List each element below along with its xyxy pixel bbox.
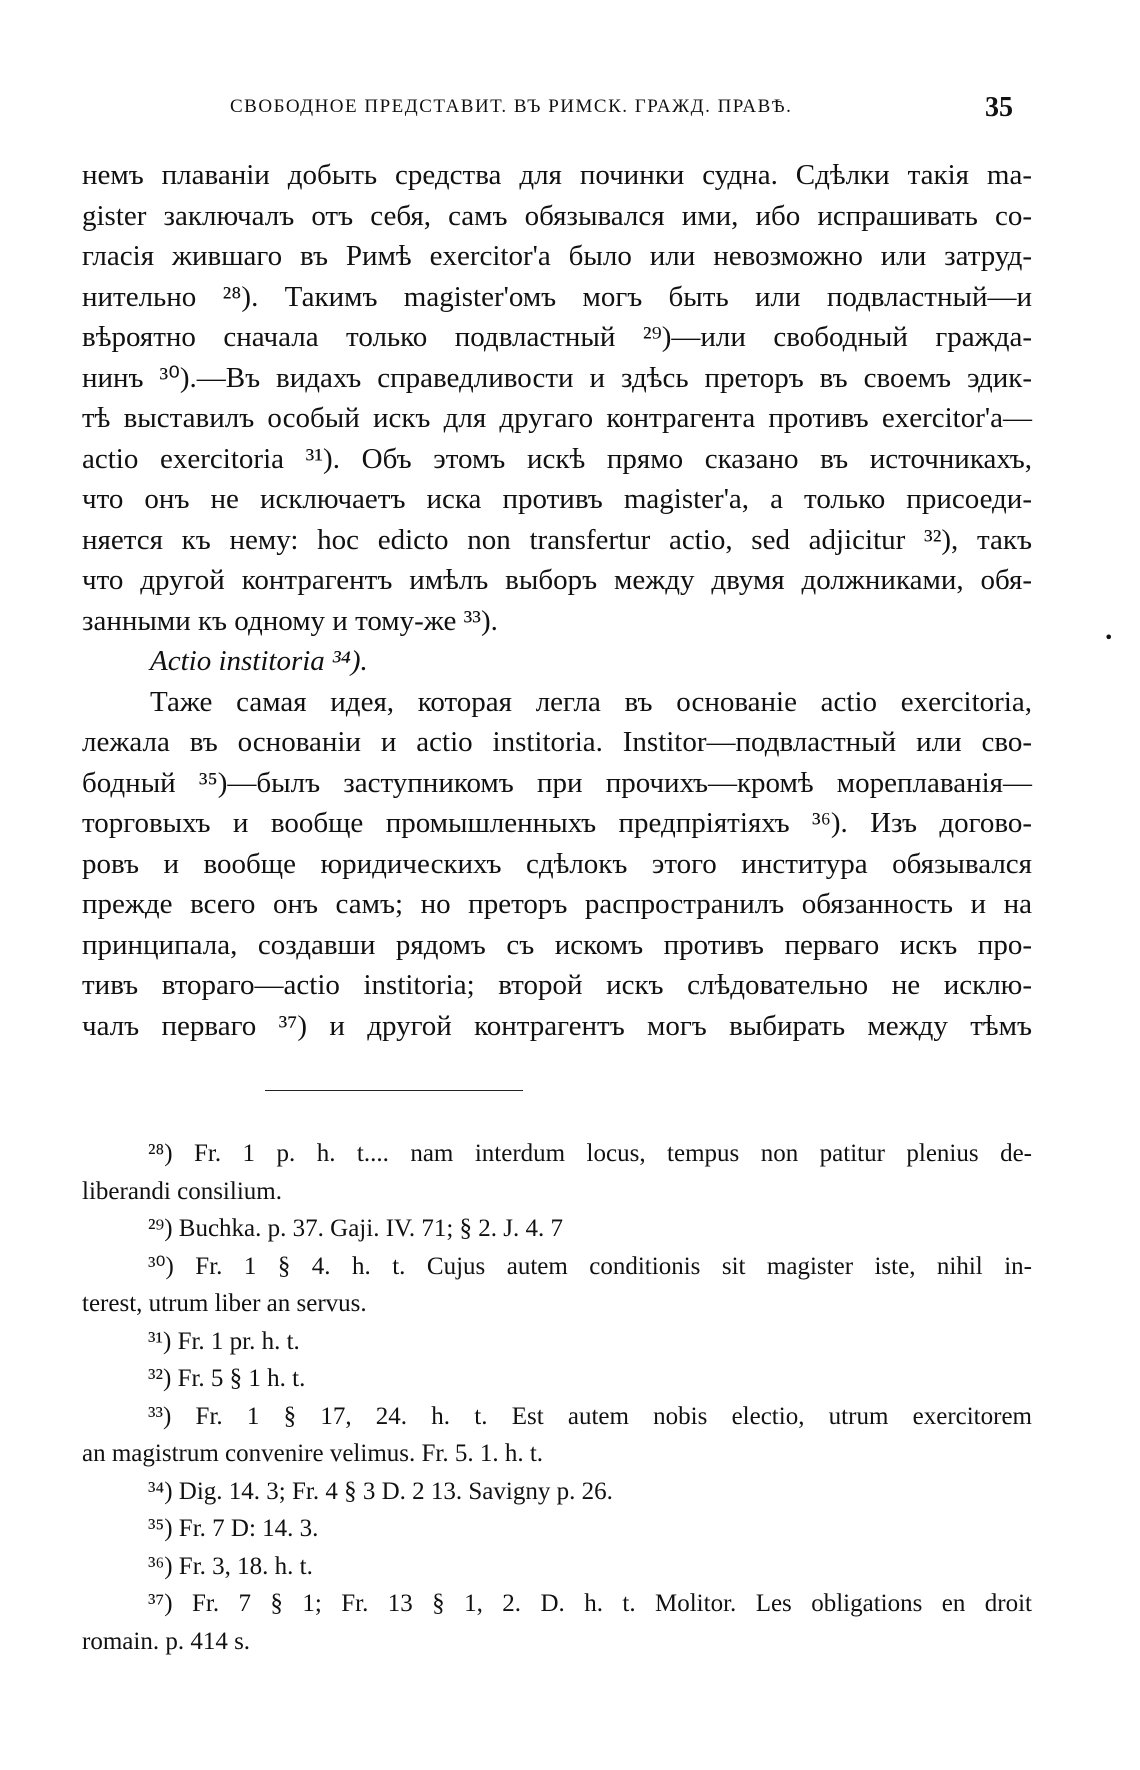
footnote-line: ³¹) Fr. 1 pr. h. t. (148, 1327, 300, 1355)
text-line: лежала въ основаніи и actio institoria. Institor—подвластный или сво- (82, 726, 1032, 758)
page-number: 35 (985, 92, 1013, 123)
text-line: gister заключалъ отъ себя, самъ обязывался ими, ибо испрашивать со- (82, 199, 1032, 232)
body-text (82, 155, 1032, 1046)
footnote-line: ²⁹) Buchka. p. 37. Gaji. IV. 71; § 2. J. 4. 7 (148, 1215, 564, 1242)
footnote-line: ³³) Fr. 1 § 17, 24. h. t. Est autem nobis electio, utrum exercitorem (148, 1402, 1032, 1430)
footnote-line: liberandi consilium. (82, 1177, 282, 1205)
text-line: тѣ выставилъ особый искъ для другаго контрагента противъ exercitor'а— (82, 402, 1032, 434)
text-line: няется къ нему: hoc edicto non transfertur actio, sed adjicitur ³²), такъ (82, 523, 1032, 556)
footnote-line: romain. p. 414 s. (82, 1627, 251, 1655)
text-line: тивъ втораго—actio institoria; второй искъ слѣдовательно не исклю- (82, 969, 1032, 1001)
text-line: что другой контрагентъ имѣлъ выборъ между двумя должниками, обя- (82, 564, 1032, 596)
text-line: нительно ²⁸). Такимъ magister'омъ могъ быть или подвластный—и (82, 280, 1032, 313)
footnote-line: ³⁰) Fr. 1 § 4. h. t. Cujus autem conditionis sit magister iste, nihil in- (148, 1252, 1032, 1280)
paragraph-institoria (82, 682, 1032, 1047)
text-line: actio exercitoria ³¹). Объ этомъ искѣ прямо сказано въ источникахъ, (82, 442, 1032, 475)
text-line: Таже самая идея, которая легла въ основаніе actio exercitoria, (150, 685, 1032, 718)
text-line: вѣроятно сначала только подвластный ²⁹)—или свободный гражда- (82, 321, 1032, 353)
text-line: занными къ одному и тому-же ³³). (82, 604, 498, 637)
running-head: СВОБОДНОЕ ПРЕДСТАВИТ. ВЪ РИМСК. ГРАЖД. ПРАВѢ. (230, 96, 793, 117)
text-line: прежде всего онъ самъ; но преторъ распространилъ обязанность и на (82, 888, 1032, 920)
text-line: гласія жившаго въ Римѣ exercitor'а было или невозможно или затруд- (82, 240, 1032, 272)
text-line: торговыхъ и вообще промышленныхъ предпріятіяхъ ³⁶). Изъ догово- (82, 807, 1032, 839)
footnote-rule (265, 1090, 523, 1091)
footnote-line: ²⁸) Fr. 1 p. h. t.... nam interdum locus, tempus non patitur plenius de- (148, 1140, 1032, 1167)
footnote-line: ³²) Fr. 5 § 1 h. t. (148, 1365, 306, 1392)
footnote-line: an magistrum convenire velimus. Fr. 5. 1. h. t. (82, 1440, 544, 1467)
footnote-line: ³⁴) Dig. 14. 3; Fr. 4 § 3 D. 2 13. Savigny p. 26. (148, 1477, 613, 1505)
text-line: принципала, создавши рядомъ съ искомъ противъ перваго искъ про- (82, 928, 1032, 961)
footnote-line: ³⁵) Fr. 7 D: 14. 3. (148, 1515, 319, 1542)
text-line: ровъ и вообще юридическихъ сдѣлокъ этого институра обязывался (82, 847, 1032, 880)
text-line: что онъ не исключаетъ иска противъ magister'а, а только присоеди- (82, 483, 1032, 515)
text-line: нинъ ³⁰).—Въ видахъ справедливости и здѣсь преторъ въ своемъ эдик- (82, 361, 1032, 394)
text-line: бодный ³⁵)—былъ заступникомъ при прочихъ—кромѣ мореплаванія— (82, 766, 1032, 799)
footnote-line: terest, utrum liber an servus. (82, 1290, 367, 1317)
text-line: чалъ перваго ³⁷) и другой контрагентъ могъ выбирать между тѣмъ (82, 1009, 1032, 1042)
paragraph-exercitoria (82, 155, 1032, 641)
footnote-line: ³⁷) Fr. 7 § 1; Fr. 13 § 1, 2. D. h. t. Molitor. Les obligations en droit (148, 1590, 1032, 1617)
footnotes (82, 1135, 1032, 1660)
section-heading: Actio institoria ³⁴). (150, 645, 368, 677)
footnote-line: ³⁶) Fr. 3, 18. h. t. (148, 1552, 313, 1580)
stray-mark: • (1104, 628, 1114, 647)
text-line: немъ плаваніи добыть средства для починки судна. Сдѣлки такія ma- (82, 159, 1032, 191)
